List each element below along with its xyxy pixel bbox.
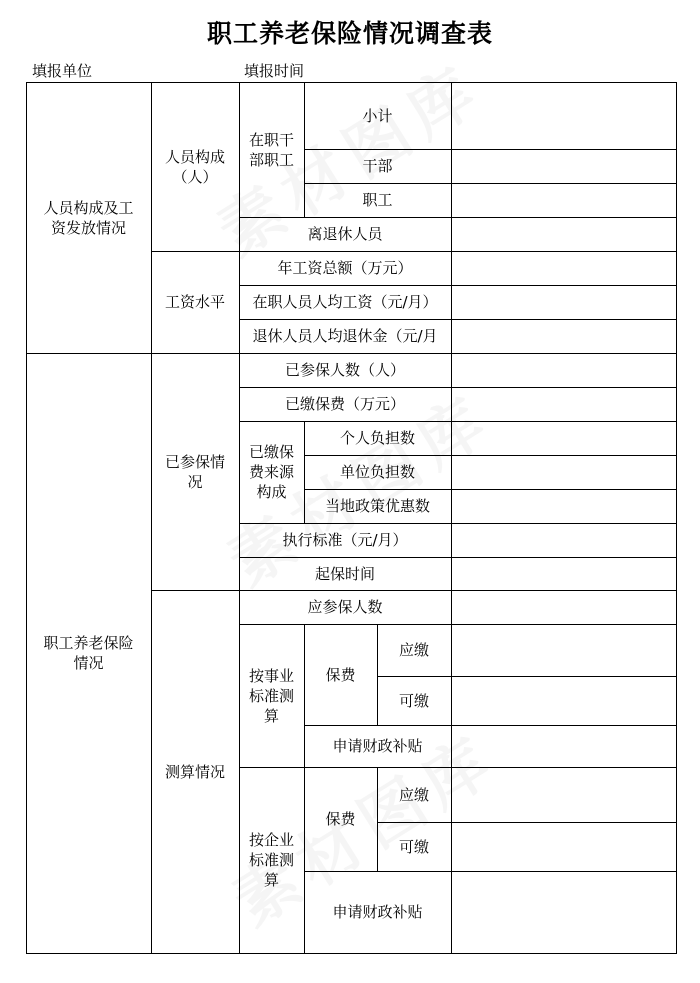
personnel-composition-label: 人员构成 （人） [164,147,225,186]
section-personnel-label: 人员构成及工 资发放情况 [43,198,134,237]
time-label: 填报时间 [244,62,305,80]
fiscal-subsidy-label: 申请财政补贴 [332,737,423,755]
can-pay-label: 可缴 [398,691,429,710]
should-pay-label: 应缴 [398,785,429,804]
estimation-label: 测算情况 [164,762,225,781]
premium-label: 保费 [325,810,356,828]
cadre-label: 干部 [362,157,393,175]
unit-label: 填报单位 [32,62,93,80]
start-time-label: 起保时间 [314,564,375,583]
section-pension-label: 职工养老保险 情况 [43,634,134,672]
page-title: 职工养老保险情况调查表 [206,19,493,48]
unit-share-label: 单位负担数 [339,463,415,481]
fiscal-subsidy-label: 申请财政补贴 [332,903,423,921]
can-pay-label: 可缴 [398,837,429,856]
standard-applied-label: 执行标准（元/月） [282,531,408,549]
wage-level-label: 工资水平 [164,293,225,311]
premium-label: 保费 [325,665,356,684]
individual-share-label: 个人负担数 [339,429,415,447]
premium-paid-label: 已缴保费（万元） [284,395,405,413]
avg-pension-label: 退休人员人均退休金（元/月 [252,327,438,345]
insured-status-label: 已参保情 况 [164,452,225,491]
subtotal-label: 小计 [362,106,393,125]
should-insure-label: 应参保人数 [307,598,383,616]
institution-standard-label: 按事业 标准测 算 [248,666,294,725]
should-pay-label: 应缴 [398,641,429,659]
in-service-staff-label: 在职干 部职工 [248,130,294,169]
enterprise-standard-label: 按企业 标准测 算 [248,831,294,889]
annual-wage-total-label: 年工资总额（万元） [277,259,413,277]
insured-count-label: 已参保人数（人） [284,361,405,379]
retired-label: 离退休人员 [307,225,383,243]
local-policy-label: 当地政策优惠数 [324,497,430,515]
avg-wage-label: 在职人员人均工资（元/月） [252,293,438,311]
premium-source-label: 已缴保 费来源 构成 [248,443,294,501]
table-rule [676,82,677,954]
worker-label: 职工 [362,191,393,209]
